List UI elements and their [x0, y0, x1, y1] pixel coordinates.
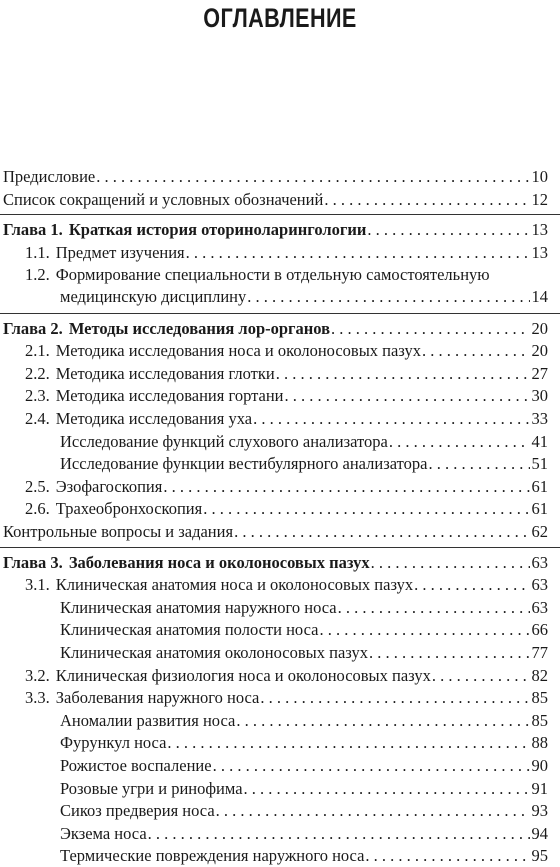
- toc-entry[interactable]: [0, 823, 560, 845]
- dot-leader: [260, 687, 529, 709]
- toc-chapter-entry[interactable]: [0, 318, 560, 340]
- toc-entry-title: Аномалии развития носа: [60, 710, 236, 730]
- toc-entry[interactable]: [0, 453, 560, 475]
- toc-page-number: 94: [531, 823, 548, 843]
- dot-leader: [428, 453, 529, 475]
- toc-entry-title: Фурункул носа: [60, 733, 167, 753]
- dot-leader: [234, 521, 529, 543]
- toc-entry[interactable]: [0, 665, 560, 687]
- toc-entry[interactable]: [0, 498, 560, 520]
- toc-entry[interactable]: [0, 166, 560, 188]
- toc-entry-title-continued: медицинскую дисциплину: [60, 287, 247, 307]
- toc-chapter-entry[interactable]: [0, 552, 560, 574]
- toc-entry-title: Контрольные вопросы и задания: [3, 522, 234, 541]
- toc-entry-title: Клиническая анатомия околоносовых пазух: [60, 643, 368, 662]
- dot-leader: [367, 219, 529, 241]
- toc-page-number: 63: [531, 552, 548, 572]
- toc-page-number: 82: [531, 665, 548, 685]
- toc-entry[interactable]: [0, 574, 560, 596]
- toc-page-number: 13: [531, 242, 548, 262]
- toc-entry-number: 2.5.: [25, 476, 50, 496]
- toc-entry-title: Сикоз предверия носа: [60, 801, 215, 821]
- toc-entry-title: Исследование функции вестибулярного анализатора: [60, 454, 428, 474]
- dot-leader: [338, 597, 530, 619]
- toc-page-number: 77: [531, 643, 548, 662]
- chapter-divider: [0, 547, 560, 548]
- toc-entry-title: Заболевания носа и околоносовых пазух: [68, 552, 370, 572]
- toc-entry-title: Термические повреждения наружного носа: [60, 846, 365, 866]
- dot-leader: [216, 800, 530, 822]
- toc-entry[interactable]: [0, 845, 560, 867]
- toc-entry-title: Методика исследования глотки: [55, 363, 275, 383]
- toc-entry-number: 2.3.: [25, 386, 50, 406]
- toc-page-number: 30: [531, 386, 548, 406]
- toc-entry-title: Заболевания наружного носа: [55, 688, 260, 708]
- toc-page-number: 91: [531, 778, 548, 798]
- toc-entry[interactable]: [0, 363, 560, 385]
- toc-page-number: 12: [531, 189, 548, 209]
- dot-leader: [186, 242, 530, 264]
- toc-page-number: 63: [531, 575, 548, 595]
- toc-entry[interactable]: [0, 732, 560, 754]
- dot-leader: [276, 363, 530, 385]
- toc-entry-number: Глава 2.: [3, 318, 63, 338]
- dot-leader: [432, 665, 530, 687]
- toc-chapter-entry[interactable]: [0, 219, 560, 241]
- dot-leader: [244, 778, 530, 800]
- dot-leader: [236, 710, 529, 732]
- toc-page-number: 61: [531, 499, 548, 519]
- toc-page-number: 33: [531, 409, 548, 428]
- toc-page-number: 62: [531, 522, 548, 541]
- toc-page-number: 88: [531, 733, 548, 753]
- toc-entry-number: 3.3.: [25, 688, 50, 708]
- toc-page-number: 85: [531, 710, 548, 730]
- dot-leader: [285, 385, 530, 407]
- toc-entry-title: Предисловие: [3, 167, 96, 186]
- dot-leader: [319, 619, 529, 641]
- toc-entry-number: 2.4.: [25, 409, 50, 428]
- toc-entry[interactable]: [0, 408, 560, 430]
- toc-page-number: 85: [531, 688, 548, 708]
- dot-leader: [213, 755, 530, 777]
- toc-entry-number: Глава 1.: [3, 220, 63, 240]
- toc-entry-title: Список сокращений и условных обозначений: [3, 189, 324, 209]
- toc-page-number: 90: [531, 756, 548, 775]
- toc-page-number: 27: [531, 363, 548, 383]
- dot-leader: [247, 286, 529, 308]
- dot-leader: [414, 574, 529, 596]
- toc-page-number: 66: [531, 620, 548, 640]
- toc-entry-title: Исследование функций слухового анализатора: [60, 431, 388, 451]
- toc-page-number: 20: [531, 341, 548, 361]
- toc-page-number: 13: [531, 220, 548, 240]
- dot-leader: [163, 476, 529, 498]
- toc-page-number: 20: [531, 318, 548, 338]
- toc-page-number: 10: [531, 167, 548, 186]
- dot-leader: [203, 498, 529, 520]
- toc-entry[interactable]: [0, 242, 560, 264]
- page-title: ОГЛАВЛЕНИЕ: [203, 3, 357, 33]
- dot-leader: [371, 552, 530, 574]
- toc-page-number: 63: [531, 597, 548, 617]
- toc-entry-number: 2.1.: [25, 341, 50, 361]
- toc-entry-title: Клиническая анатомия наружного носа: [60, 597, 337, 617]
- toc-entry[interactable]: [0, 755, 560, 777]
- toc-entry[interactable]: [0, 687, 560, 709]
- dot-leader: [167, 732, 529, 754]
- toc-page-number: 93: [531, 801, 548, 821]
- toc-entry[interactable]: [0, 189, 560, 211]
- toc-entry[interactable]: [0, 264, 560, 307]
- toc-entry[interactable]: [0, 800, 560, 822]
- dot-leader: [253, 408, 529, 430]
- toc-entry[interactable]: [0, 476, 560, 498]
- toc-entry[interactable]: [0, 385, 560, 407]
- toc-entry-title: Клиническая анатомия носа и околоносовых пазух: [55, 575, 414, 595]
- toc-entry[interactable]: [0, 710, 560, 732]
- toc-page-number: 95: [531, 846, 548, 866]
- toc-entry[interactable]: [0, 597, 560, 619]
- toc-entry-title: Клиническая физиология носа и околоносовых пазух: [55, 665, 431, 685]
- dot-leader: [389, 431, 530, 453]
- dot-leader: [148, 823, 530, 845]
- dot-leader: [331, 318, 529, 340]
- toc-entry[interactable]: [0, 431, 560, 453]
- toc-entry-number: 1.1.: [25, 242, 50, 262]
- toc-entry-title: Краткая история оториноларингологии: [68, 220, 367, 240]
- chapter-divider: [0, 313, 560, 314]
- toc-entry[interactable]: [0, 778, 560, 800]
- toc-entry-title: Формирование специальности в отдельную самостоятельную: [55, 265, 490, 285]
- toc-entry-title: Методика исследования гортани: [55, 386, 284, 406]
- toc-entry-number: 2.6.: [25, 499, 50, 519]
- toc-page-number: 51: [531, 454, 548, 474]
- dot-leader: [365, 845, 529, 867]
- toc-entry[interactable]: [0, 521, 560, 543]
- toc-entry[interactable]: [0, 619, 560, 641]
- toc-entry-title: Методы исследования лор-органов: [68, 318, 331, 338]
- toc-page-number: 14: [531, 287, 548, 307]
- toc-entry-title: Розовые угри и ринофима: [60, 778, 243, 798]
- toc-entry[interactable]: [0, 340, 560, 362]
- toc-entry-number: 1.2.: [25, 265, 50, 285]
- toc-page-number: 41: [531, 431, 548, 451]
- toc-entry-title: Рожистое воспаление: [60, 756, 212, 775]
- toc-entry-title: Методика исследования уха: [55, 409, 253, 428]
- toc-entry-title: Методика исследования носа и околоносовых пазух: [55, 341, 421, 361]
- toc-entry-number: Глава 3.: [3, 552, 63, 572]
- toc-page-number: 61: [531, 476, 548, 496]
- chapter-divider: [0, 214, 560, 215]
- dot-leader: [324, 189, 529, 211]
- toc-entry-title: Клиническая анатомия полости носа: [60, 620, 319, 640]
- toc-entry-title: Предмет изучения: [55, 242, 185, 262]
- toc-entry-title: Трахеобронхоскопия: [55, 499, 203, 519]
- dot-leader: [422, 340, 530, 362]
- toc-entry-number: 3.2.: [25, 665, 50, 685]
- toc-entry-title: Экзема носа: [60, 823, 147, 843]
- toc-entry-title: Эзофагоскопия: [55, 476, 163, 496]
- dot-leader: [96, 166, 529, 188]
- toc-entry[interactable]: [0, 642, 560, 664]
- toc-entry-number: 2.2.: [25, 363, 50, 383]
- dot-leader: [369, 642, 530, 664]
- toc-entry-number: 3.1.: [25, 575, 50, 595]
